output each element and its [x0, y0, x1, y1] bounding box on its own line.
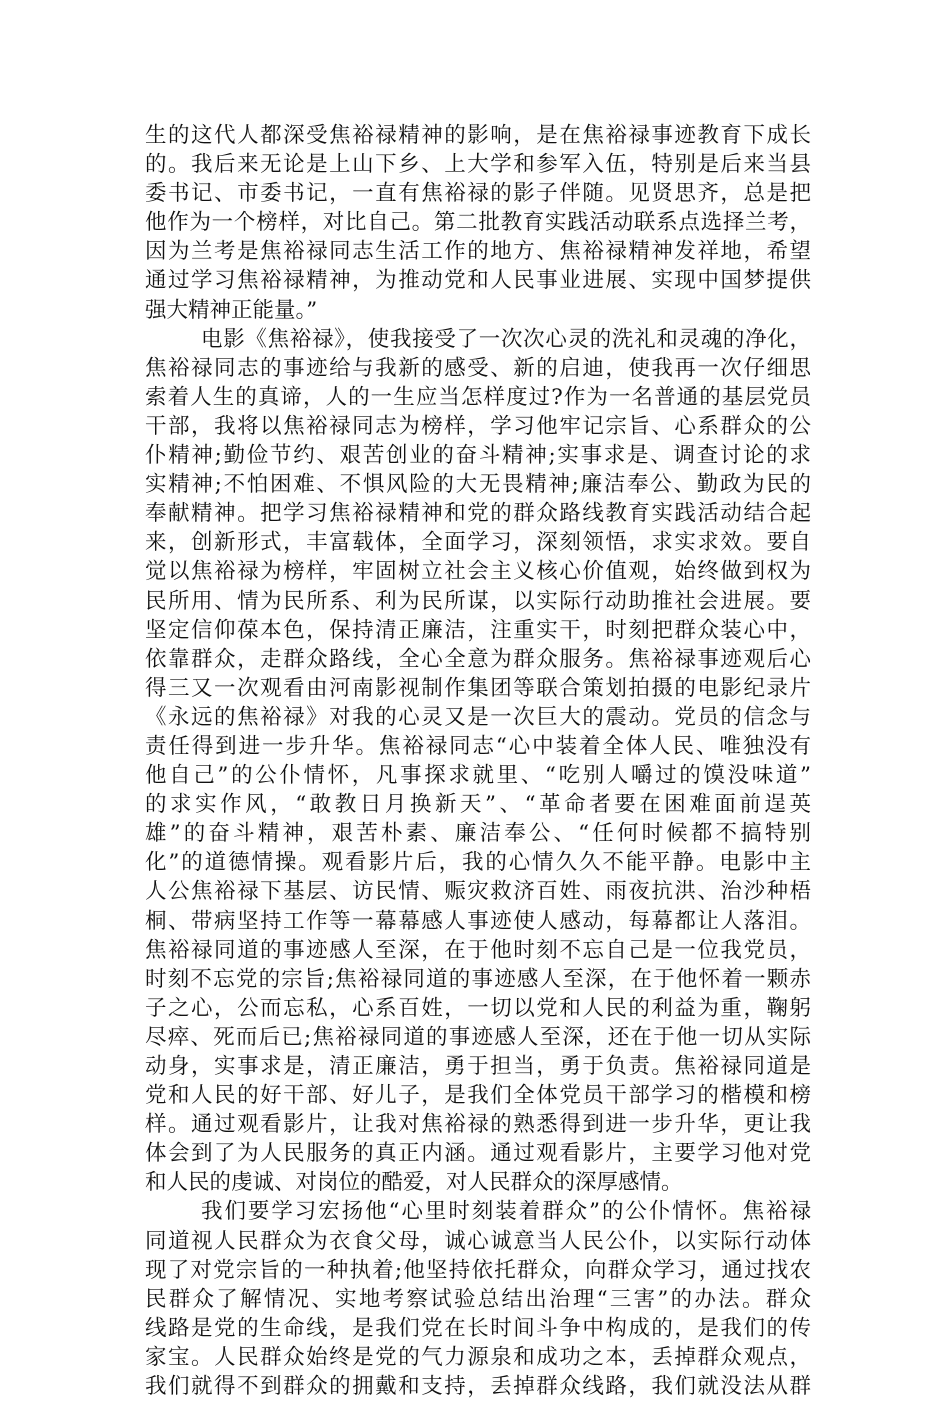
text-line: 家宝。人民群众始终是党的气力源泉和成功之本，丢掉群众观点， [145, 1344, 811, 1370]
text-line: 化”的道德情操。观看影片后，我的心情久久不能平静。电影中主 [145, 850, 811, 876]
text-line: 人公焦裕禄下基层、访民情、赈灾救济百姓、雨夜抗洪、治沙种梧 [145, 879, 811, 905]
text-line: 强大精神正能量。” [145, 297, 318, 323]
text-line: 责任得到进一步升华。焦裕禄同志“心中装着全体人民、唯独没有 [145, 733, 811, 759]
text-line: 子之心，公而忘私，心系百姓，一切以党和人民的利益为重，鞠躬 [145, 995, 811, 1021]
text-line: 他自己”的公仆情怀，凡事探求就里、“吃别人嚼过的馍没味道” [145, 763, 811, 789]
text-line: 我们就得不到群众的拥戴和支持，丢掉群众线路，我们就没法从群 [145, 1374, 811, 1400]
text-line: 仆精神;勤俭节约、艰苦创业的奋斗精神;实事求是、调查讨论的求 [145, 443, 811, 469]
text-line: 民所用、情为民所系、利为民所谋，以实际行动助推社会进展。要 [145, 588, 811, 614]
text-line: 动身，实事求是，清正廉洁，勇于担当，勇于负责。焦裕禄同道是 [145, 1054, 811, 1079]
text-line: 体会到了为人民服务的真正内涵。通过观看影片，主要学习他对党 [145, 1141, 811, 1167]
text-line: 因为兰考是焦裕禄同志生活工作的地方、焦裕禄精神发祥地，希望 [145, 239, 811, 265]
text-line: 来，创新形式，丰富载体，全面学习，深刻领悟，求实求效。要自 [145, 530, 811, 556]
text-line: 《永远的焦裕禄》对我的心灵又是一次巨大的震动。党员的信念与 [145, 704, 811, 730]
text-line: 现了对党宗旨的一种执着;他坚持依托群众，向群众学习，通过找农 [145, 1257, 811, 1283]
text-line: 他作为一个榜样，对比自己。第二批教育实践活动联系点选择兰考， [145, 210, 811, 236]
text-line: 生的这代人都深受焦裕禄精神的影响，是在焦裕禄事迹教育下成长 [145, 123, 811, 148]
text-line: 觉以焦裕禄为榜样，牢固树立社会主义核心价值观，始终做到权为 [145, 559, 811, 585]
text-line: 样。通过观看影片，让我对焦裕禄的熟悉得到进一步升华，更让我 [145, 1112, 811, 1138]
text-line: 民群众了解情况、实地考察试验总结出治理“三害”的办法。群众 [145, 1286, 811, 1312]
text-line: 的求实作风，“敢教日月换新天”、“革命者要在困难面前逞英 [145, 792, 811, 818]
text-line: 尽瘁、死而后已;焦裕禄同道的事迹感人至深，还在于他一切从实际 [145, 1024, 811, 1050]
text-line: 委书记、市委书记，一直有焦裕禄的影子伴随。见贤思齐，总是把 [145, 181, 811, 207]
text-line: 时刻不忘党的宗旨;焦裕禄同道的事迹感人至深，在于他怀着一颗赤 [145, 966, 811, 992]
text-line: 依靠群众，走群众路线，全心全意为群众服务。焦裕禄事迹观后心 [145, 646, 811, 672]
text-line: 桐、带病坚持工作等一幕幕感人事迹使人感动，每幕都让人落泪。 [145, 908, 811, 934]
text-line: 实精神;不怕困难、不惧风险的大无畏精神;廉洁奉公、勤政为民的 [145, 472, 811, 498]
text-line: 线路是党的生命线，是我们党在长时间斗争中构成的，是我们的传 [145, 1315, 811, 1341]
text-line: 党和人民的好干部、好儿子，是我们全体党员干部学习的楷模和榜 [145, 1083, 811, 1109]
text-line: 的。我后来无论是上山下乡、上大学和参军入伍，特别是后来当县 [145, 152, 811, 178]
text-line: 焦裕禄同志的事迹给与我新的感受、新的启迪，使我再一次仔细思 [145, 355, 811, 381]
text-line: 坚定信仰葆本色，保持清正廉洁，注重实干，时刻把群众装心中， [145, 617, 811, 643]
text-line: 奉献精神。把学习焦裕禄精神和党的群众路线教育实践活动结合起 [145, 501, 811, 527]
text-line: 同道视人民群众为衣食父母，诚心诚意当人民公仆，以实际行动体 [145, 1228, 811, 1254]
text-line: 索着人生的真谛，人的一生应当怎样度过?作为一名普通的基层党员 [145, 384, 811, 410]
text-line: 得三又一次观看由河南影视制作集团等联合策划拍摄的电影纪录片 [145, 675, 811, 701]
document-body [145, 121, 811, 1401]
text-line: 干部，我将以焦裕禄同志为榜样，学习他牢记宗旨、心系群众的公 [145, 413, 811, 439]
text-line: 雄”的奋斗精神，艰苦朴素、廉洁奉公、“任何时候都不搞特别 [145, 821, 811, 847]
text-line: 我们要学习宏扬他“心里时刻装着群众”的公仆情怀。焦裕禄 [201, 1199, 811, 1225]
text-line: 焦裕禄同道的事迹感人至深，在于他时刻不忘自己是一位我党员， [145, 937, 811, 963]
text-line: 通过学习焦裕禄精神，为推动党和人民事业进展、实现中国梦提供 [145, 268, 811, 294]
text-line: 和人民的虔诚、对岗位的酷爱，对人民群众的深厚感情。 [145, 1170, 683, 1196]
text-line: 电影《焦裕禄》，使我接受了一次次心灵的洗礼和灵魂的净化， [201, 326, 811, 352]
